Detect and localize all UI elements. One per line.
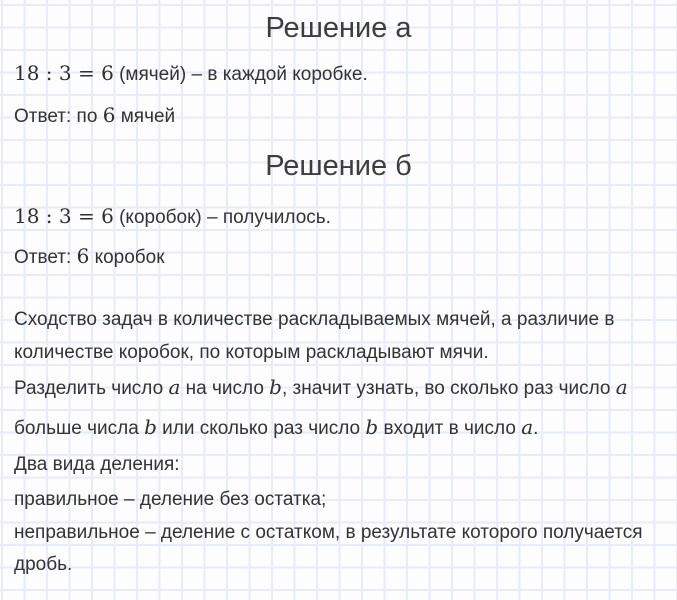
text-segment: Сходство задач в количестве раскладываемых мячей, а различие в: [14, 309, 615, 330]
text-segment: больше числа: [14, 418, 145, 439]
text-segment: 18 : 3 = 6: [14, 204, 114, 228]
text-segment: (мячей) – в каждой коробке.: [113, 64, 368, 85]
text-segment: (коробок) – получилось.: [113, 207, 331, 228]
text-segment: Ответ: по: [14, 106, 103, 127]
explanation-line: [14, 487, 667, 513]
text-segment: неправильное – деление с остатком, в результате которого получается: [14, 522, 643, 543]
explanation-line: [14, 520, 667, 546]
explanation-line: [14, 374, 667, 402]
text-segment: входит в число: [378, 418, 522, 439]
text-segment: дробь.: [14, 554, 73, 575]
text-segment: Ответ:: [14, 247, 77, 268]
text-segment: количестве коробок, по которым раскладывают мячи.: [14, 342, 489, 363]
solution-b-heading: Решение б: [265, 150, 412, 182]
explanation-line: [14, 307, 667, 333]
solution-a-heading: Решение а: [265, 12, 412, 44]
explanation-line: [14, 452, 667, 478]
text-segment: Разделить число: [14, 378, 169, 399]
text-segment: Два вида деления:: [14, 454, 180, 475]
solution-a-equation-line: [14, 60, 667, 88]
text-segment: 6: [76, 244, 90, 268]
text-segment: b: [365, 415, 379, 439]
text-segment: или сколько раз число: [156, 418, 366, 439]
text-segment: a: [168, 375, 181, 399]
text-segment: мячей: [115, 106, 176, 127]
solution-a-answer-line: [14, 102, 667, 130]
explanation-line: [14, 552, 667, 578]
text-segment: b: [144, 415, 157, 439]
explanation-line: [14, 414, 667, 442]
text-segment: 18 : 3 = 6: [14, 61, 114, 85]
text-segment: a: [521, 415, 534, 439]
text-segment: , значит узнать, во сколько раз число: [281, 378, 616, 399]
text-segment: b: [269, 375, 282, 399]
text-segment: правильное – деление без остатка;: [14, 489, 327, 510]
text-segment: на число: [180, 378, 270, 399]
text-segment: коробок: [89, 247, 165, 268]
solution-b-answer-line: [14, 243, 667, 271]
text-segment: a: [615, 375, 628, 399]
text-segment: .: [533, 418, 539, 439]
text-segment: 6: [102, 103, 116, 127]
explanation-line: [14, 340, 667, 366]
solution-b-equation-line: [14, 203, 667, 231]
